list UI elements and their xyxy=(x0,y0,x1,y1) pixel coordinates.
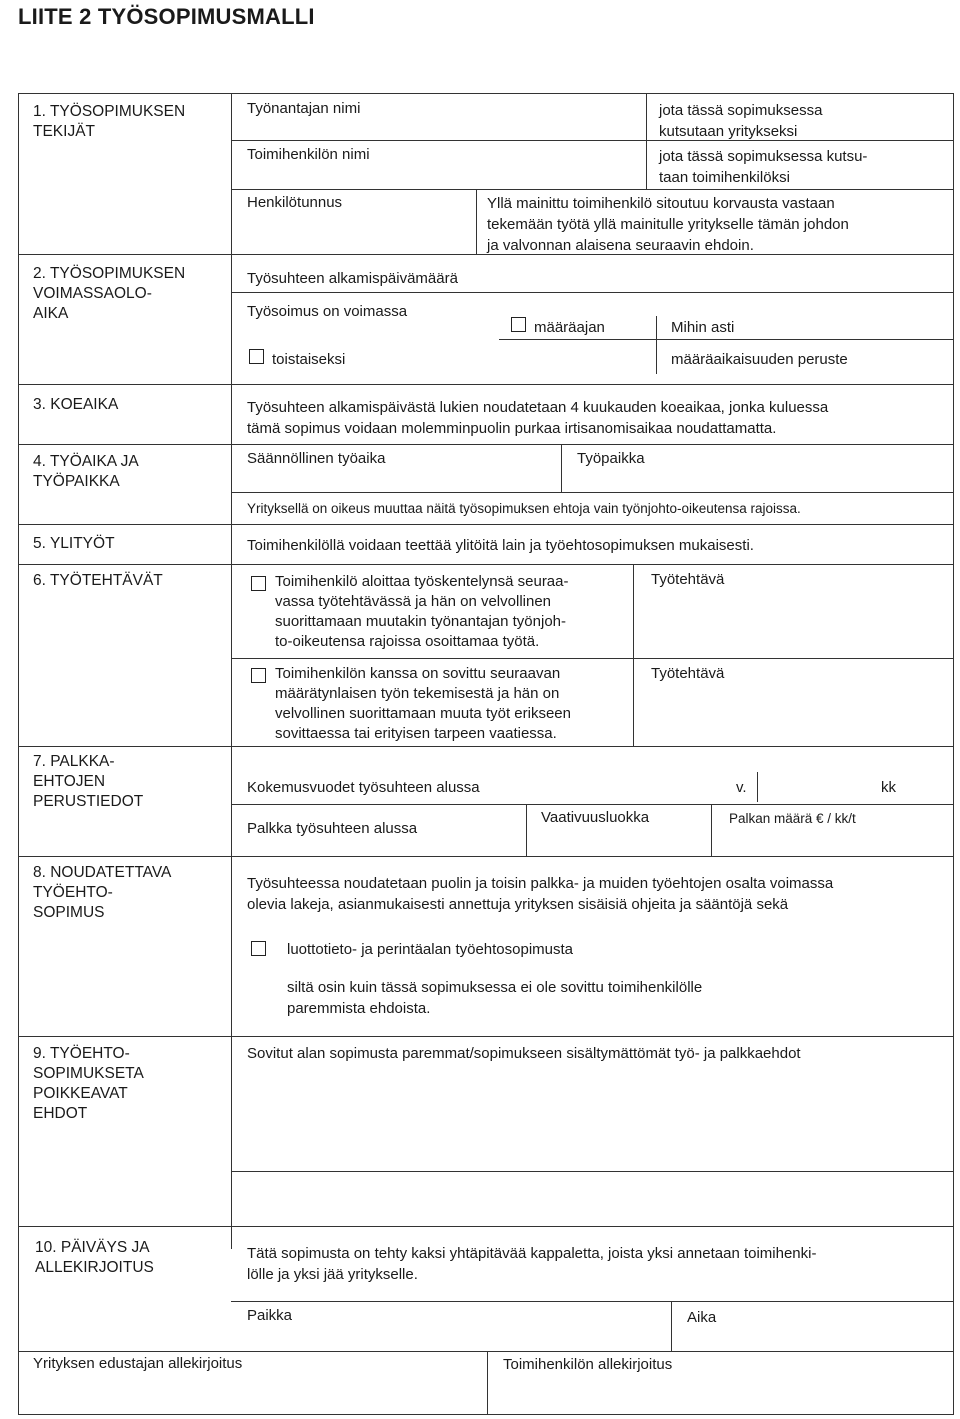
start-date-label: Työsuhteen alkamispäivämäärä xyxy=(247,270,458,287)
workplace-label: Työpaikka xyxy=(577,450,645,467)
section-2-title: 2. TYÖSOPIMUKSEN VOIMASSAOLO- AIKA xyxy=(33,265,186,322)
divider xyxy=(671,1301,672,1351)
divider xyxy=(231,804,953,805)
commitment-text: Yllä mainittu toimihenkilö sitoutuu korvausta vastaan tekemään työtä yllä mainitulle yritykselle tämän johdon ja valvonnan alaisena seuraavin ehdoin. xyxy=(487,195,849,254)
divider xyxy=(711,804,712,856)
divider xyxy=(476,189,477,254)
employment-contract-form xyxy=(18,93,954,1415)
divider xyxy=(231,189,953,190)
experience-years-label: Kokemusvuodet työsuhteen alussa xyxy=(247,779,480,796)
years-unit: v. xyxy=(736,779,747,796)
divider xyxy=(231,492,953,493)
divider xyxy=(499,339,953,340)
divider xyxy=(231,1171,953,1172)
section-separator xyxy=(19,564,953,565)
employee-name-label: Toimihenkilön nimi xyxy=(247,146,370,163)
task-option-2-checkbox[interactable] xyxy=(251,668,266,683)
section-5-title: 5. YLITYÖT xyxy=(33,535,115,552)
starting-salary-label: Palkka työsuhteen alussa xyxy=(247,820,418,837)
section-separator xyxy=(19,524,953,525)
fixed-term-label: määräajan xyxy=(534,319,605,336)
task-option-2-text: Toimihenkilön kanssa on sovittu seuraavan määrätynlaisen työn tekemisestä ja hän on velvollinen suorittamaan muuta työt erikseen sovittaessa tai erityisen tarpeen vaatiessa. xyxy=(275,665,571,742)
salary-amount-label: Palkan määrä € / kk/t xyxy=(729,811,856,826)
divider xyxy=(633,564,634,746)
collective-agreement-text: Työsuhteessa noudatetaan puolin ja toisin palkka- ja muiden työehtojen osalta voimassa olevia lakeja, asianmukaisesti annettuja yrityksen sisäisiä ohjeita ja sääntöjä sekä xyxy=(247,875,834,913)
validity-label: Työsoimus on voimassa xyxy=(247,303,408,320)
page-title: LIITE 2 TYÖSOPIMUSMALLI xyxy=(18,4,315,29)
employee-signature-label: Toimihenkilön allekirjoitus xyxy=(503,1356,673,1373)
task-option-1-field-label: Työtehtävä xyxy=(651,571,725,588)
collective-agreement-label: luottotieto- ja perintäalan työehtosopimusta xyxy=(287,941,574,958)
divider xyxy=(231,1301,953,1302)
section-separator xyxy=(19,444,953,445)
employee-note: jota tässä sopimuksessa kutsu- taan toimihenkilöksi xyxy=(659,148,868,186)
section-separator xyxy=(19,1036,953,1037)
section-1-title: 1. TYÖSOPIMUKSEN TEKIJÄT xyxy=(33,103,186,140)
section-10-title: 10. PÄIVÄYS JA ALLEKIRJOITUS xyxy=(35,1239,154,1276)
section-separator xyxy=(19,254,953,255)
divider xyxy=(231,658,953,659)
divider xyxy=(646,94,647,189)
divider xyxy=(561,444,562,492)
employer-name-label: Työnantajan nimi xyxy=(247,100,361,117)
trial-period-text: Työsuhteen alkamispäivästä lukien noudatetaan 4 kuukauden koeaikaa, jonka kuluessa tämä sopimus voidaan molemminpuolin purkaa irtisanomisaikaa noudattamatta. xyxy=(247,399,829,437)
divider xyxy=(487,1351,488,1414)
employer-note: jota tässä sopimuksessa kutsutaan yritykseksi xyxy=(659,102,823,140)
section-4-title: 4. TYÖAIKA JA TYÖPAIKKA xyxy=(33,453,139,490)
until-label: Mihin asti xyxy=(671,319,735,336)
divider xyxy=(231,140,953,141)
divider xyxy=(526,804,527,856)
section-3-title: 3. KOEAIKA xyxy=(33,396,119,413)
collective-agreement-text-2: siltä osin kuin tässä sopimuksessa ei ole sovittu toimihenkilölle paremmista ehdoista. xyxy=(287,979,703,1017)
divider xyxy=(231,292,953,293)
collective-agreement-checkbox[interactable] xyxy=(251,941,266,956)
fixed-term-checkbox[interactable] xyxy=(511,317,526,332)
overtime-text: Toimihenkilöllä voidaan teettää ylitöitä lain ja työehtosopimuksen mukaisesti. xyxy=(247,537,754,554)
section-column-divider xyxy=(231,94,232,1249)
time-label: Aika xyxy=(687,1309,717,1326)
section-separator xyxy=(19,856,953,857)
difficulty-class-label: Vaativuusluokka xyxy=(541,809,650,826)
divider xyxy=(757,772,758,802)
section-9-title: 9. TYÖEHTO- SOPIMUKSETA POIKKEAVAT EHDOT xyxy=(33,1045,144,1122)
direction-right-note: Yrityksellä on oikeus muuttaa näitä työsopimuksen ehtoja vain työnjohto-oikeutensa rajoissa. xyxy=(247,501,801,516)
copies-text: Tätä sopimusta on tehty kaksi yhtäpitävää kappaletta, joista yksi annetaan toimihenki- lölle ja yksi jää yritykselle. xyxy=(247,1245,817,1283)
section-8-title: 8. NOUDATETTAVA TYÖEHTO- SOPIMUS xyxy=(33,864,172,921)
indefinite-checkbox[interactable] xyxy=(249,349,264,364)
fixed-term-reason-label: määräaikaisuuden peruste xyxy=(671,351,848,368)
regular-hours-label: Säännöllinen työaika xyxy=(247,450,386,467)
company-signature-label: Yrityksen edustajan allekirjoitus xyxy=(33,1355,243,1372)
deviating-terms-label: Sovitut alan sopimusta paremmat/sopimukseen sisältymättömät työ- ja palkkaehdot xyxy=(247,1045,801,1062)
task-option-1-checkbox[interactable] xyxy=(251,576,266,591)
section-separator xyxy=(19,746,953,747)
section-separator xyxy=(19,1351,953,1352)
place-label: Paikka xyxy=(247,1307,293,1324)
section-6-title: 6. TYÖTEHTÄVÄT xyxy=(33,572,163,589)
task-option-2-field-label: Työtehtävä xyxy=(651,665,725,682)
id-number-label: Henkilötunnus xyxy=(247,194,343,211)
section-separator xyxy=(19,1226,953,1227)
section-7-title: 7. PALKKA- EHTOJEN PERUSTIEDOT xyxy=(33,753,144,810)
task-option-1-text: Toimihenkilö aloittaa työskentelynsä seuraa- vassa työtehtävässä ja hän on velvollinen suorittamaan muutakin työnantajan työnjoh- to-oikeutensa rajoissa osoittamaa työtä. xyxy=(275,573,569,650)
divider xyxy=(656,316,657,374)
months-unit: kk xyxy=(881,779,896,796)
section-separator xyxy=(19,384,953,385)
indefinite-label: toistaiseksi xyxy=(272,351,346,368)
